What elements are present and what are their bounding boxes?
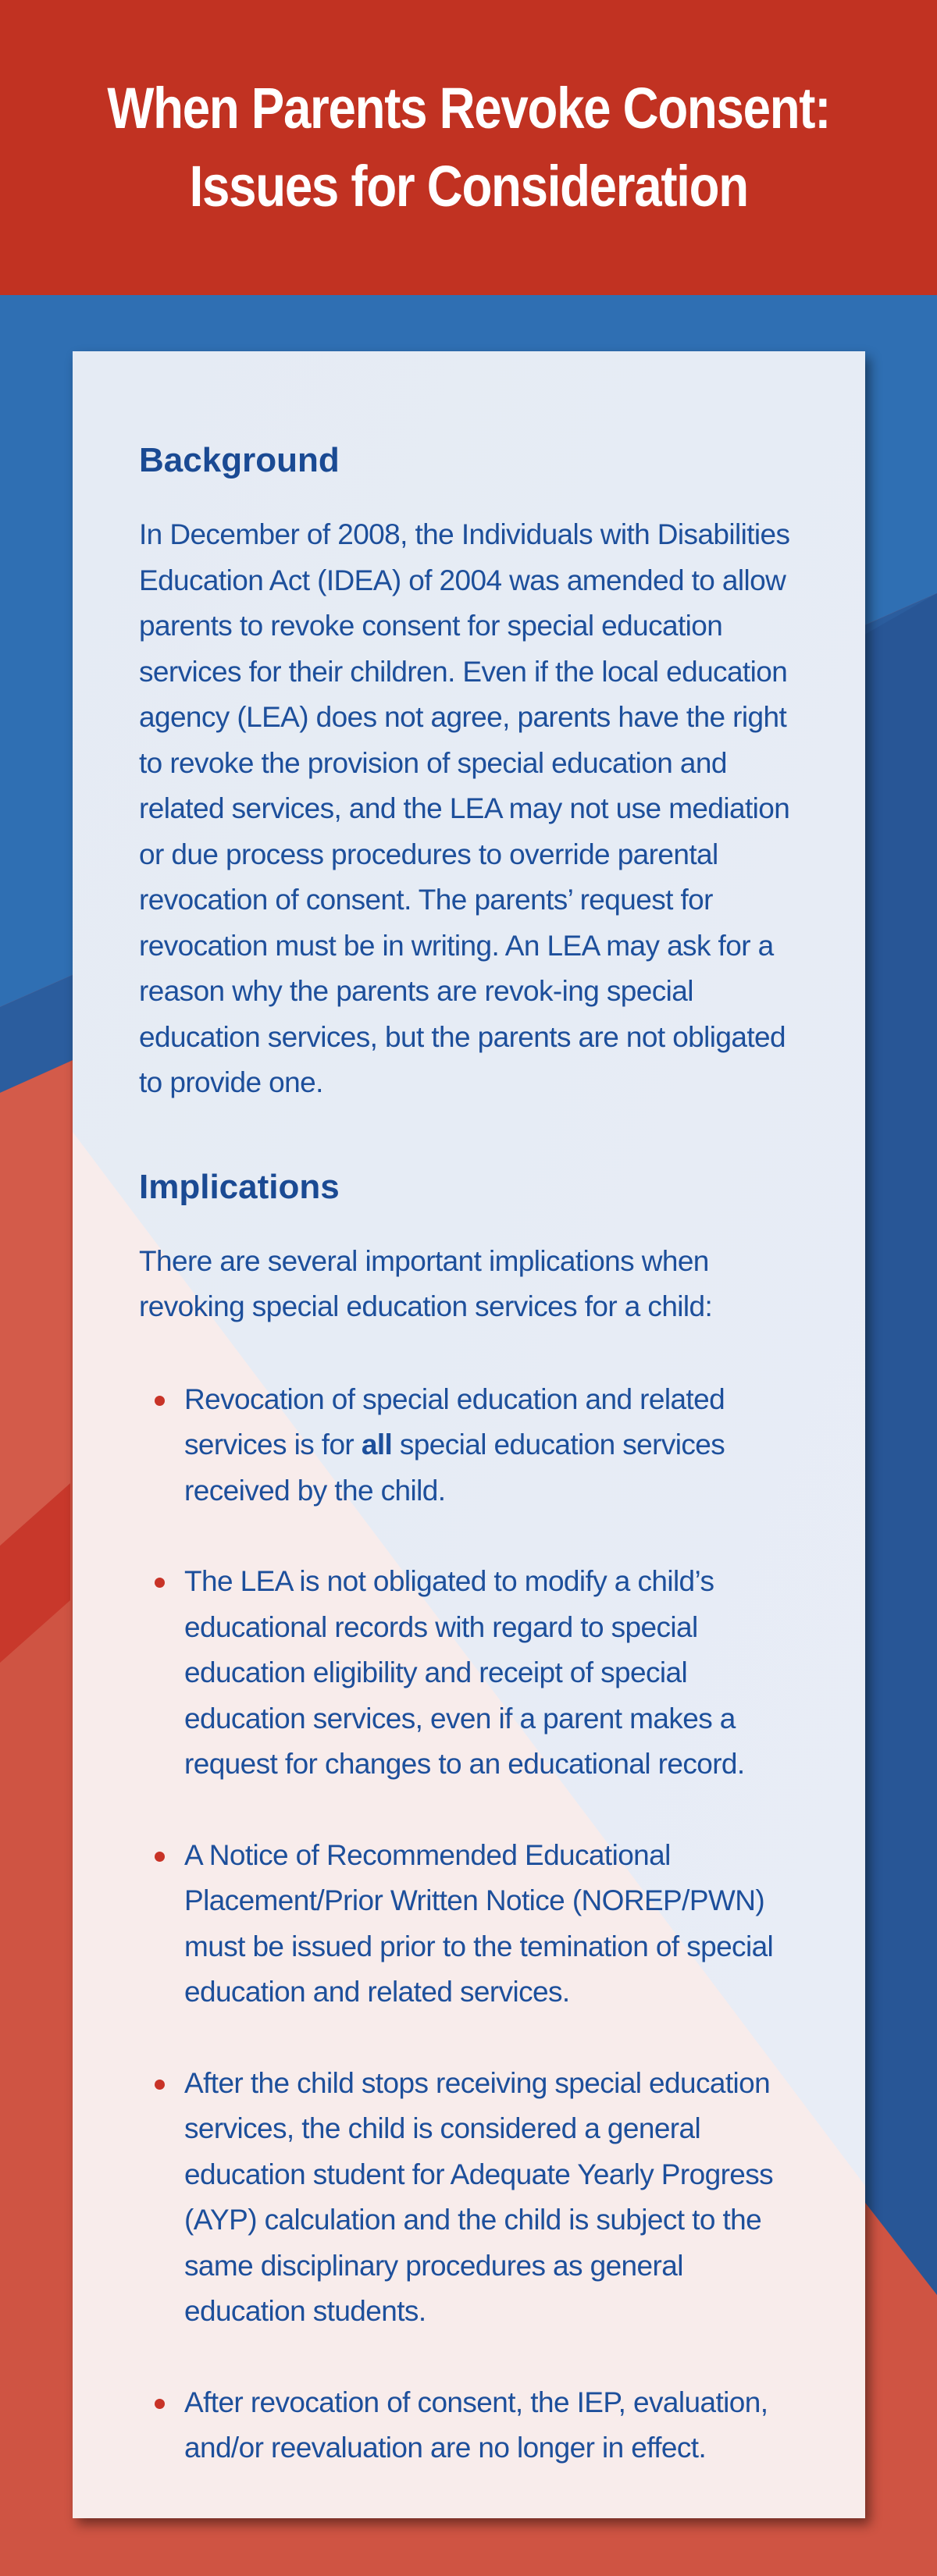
- content-panel: [73, 351, 865, 2518]
- background-heading: Background: [139, 441, 340, 479]
- article-content: [139, 437, 803, 2517]
- list-item: After revocation of consent, the IEP, evaluation, and/or reevaluation are no longer in effect.: [139, 2380, 803, 2471]
- emphasis-all: all: [361, 1429, 393, 1461]
- page-title: [107, 69, 830, 226]
- bullet-dot-icon: [155, 2080, 165, 2090]
- implications-heading: Implications: [139, 1167, 340, 1206]
- bullet-dot-icon: [155, 1578, 165, 1588]
- list-item: After the child stops receiving special education services, the child is considered a general education student for Adequate Yearly Progress (AYP) calculation and the child is subject to the same disciplinary procedures as general education students.: [139, 2061, 803, 2335]
- background-paragraph: In December of 2008, the Individuals with Disabilities Education Act (IDEA) of 2004 was amended to allow parents to revoke consent for special education services for their children. Even if the local education agency (LEA) does not agree, parents have the right to revoke the provision of special education and related services, and the LEA may not use mediation or due process procedures to override parental revocation of consent. The parents’ request for revocation must be in writing. An LEA may ask for a reason why the parents are revok-ing special education services, but the parents are not obligated to provide one.: [139, 518, 790, 1098]
- implications-list: [139, 1377, 803, 2471]
- list-item: The LEA is not obligated to modify a child’s educational records with regard to special education eligibility and receipt of special education services, even if a parent makes a request for changes to an educational record.: [139, 1559, 803, 1788]
- implications-intro: There are several important implications when revoking special education services for a child:: [139, 1244, 713, 1322]
- bullet-dot-icon: [155, 1852, 165, 1862]
- list-item: Revocation of special education and related services is for all special education services received by the child.: [139, 1377, 803, 1514]
- list-item: A Notice of Recommended Educational Placement/Prior Written Notice (NOREP/PWN) must be issued prior to the temination of special education and related services.: [139, 1833, 803, 2016]
- header-banner: [0, 0, 937, 295]
- bullet-dot-icon: [155, 2399, 165, 2409]
- title-line-2: Issues for Consideration: [189, 154, 748, 219]
- title-line-1: When Parents Revoke Consent:: [107, 76, 830, 141]
- bullet-dot-icon: [155, 1396, 165, 1406]
